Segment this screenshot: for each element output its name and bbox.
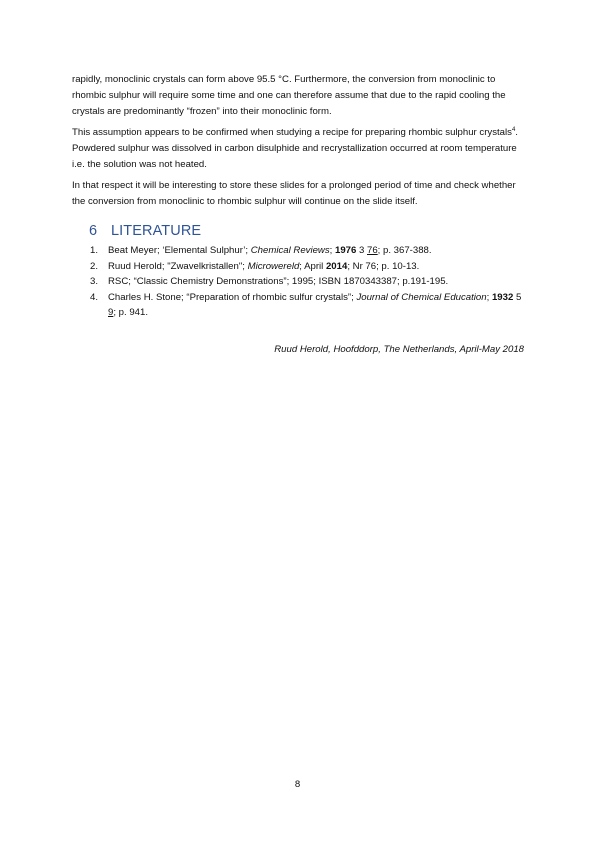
reference-separator: ; [486,291,492,303]
reference-journal: Journal of Chemical Education [356,291,487,303]
reference-pages: ; p. 941. [113,307,149,318]
reference-item [72,274,524,290]
reference-author: Ruud Herold; "Zwavelkristallen"; [108,260,248,272]
section-title: LITERATURE [111,223,202,239]
reference-pages: ; p. 367-388. [377,245,432,256]
paragraph-assumption-text: This assumption appears to be confirmed when studying a recipe for preparing rhombic sulphur crystals [72,127,512,138]
reference-number: 2. [90,260,99,272]
reference-number: 4. [90,291,99,303]
reference-separator: ; [329,245,335,256]
paragraph-slides: In that respect it will be interesting to store these slides for a prolonged period of time and check whether the conversion from monoclinic to rhombic sulphur will continue on the slide itself. [72,180,516,207]
reference-number: 1. [90,245,99,256]
reference-volume: 3 [356,245,367,256]
reference-issue: 76 [367,245,378,256]
section-number: 6 [89,223,98,239]
paragraph-assumption [72,125,524,173]
reference-pages: ; Nr 76; p. 10-13. [347,260,420,272]
reference-year: 2014 [325,260,348,272]
reference-list [72,243,524,321]
reference-number: 3. [90,276,99,287]
reference-volume: 5 [513,291,522,303]
paragraph-assumption-text-rest: . Powdered sulphur was dissolved in carbon disulphide and recrystallization occurred at room temperature i.e. the solution was not heated. [72,127,518,170]
reference-year: 1976 [334,245,357,256]
reference-author: Beat Meyer; ‘Elemental Sulphur’; [108,245,251,256]
reference-issue: 9 [108,307,114,318]
author-signature-line: Ruud Herold, Hoofddorp, The Netherlands, April-May 2018 [274,343,524,355]
reference-author: Charles H. Stone; “Preparation of rhombic sulfur crystals”; [108,291,357,303]
reference-journal: Chemical Reviews [250,245,330,256]
reference-item [72,290,524,321]
section-heading [89,221,524,241]
reference-journal: Microwereld [247,260,300,272]
footnote-ref: 4 [511,127,516,133]
reference-year: 1932 [491,291,514,303]
page-body [72,72,524,358]
reference-item [72,243,524,259]
page-number: 8 [294,779,301,790]
reference-text: RSC; “Classic Chemistry Demonstrations”; 1995; ISBN 1870343387; p.191-195. [108,276,449,287]
reference-separator: ; April [299,260,326,272]
reference-item [72,259,524,275]
paragraph-monoclinic: rapidly, monoclinic crystals can form above 95.5 °C. Furthermore, the conversion from monoclinic to rhombic sulphur will require some time and one can therefore assume that due to the rapid cooling the crystals are predominantly “frozen” into their monoclinic form. [72,74,506,117]
